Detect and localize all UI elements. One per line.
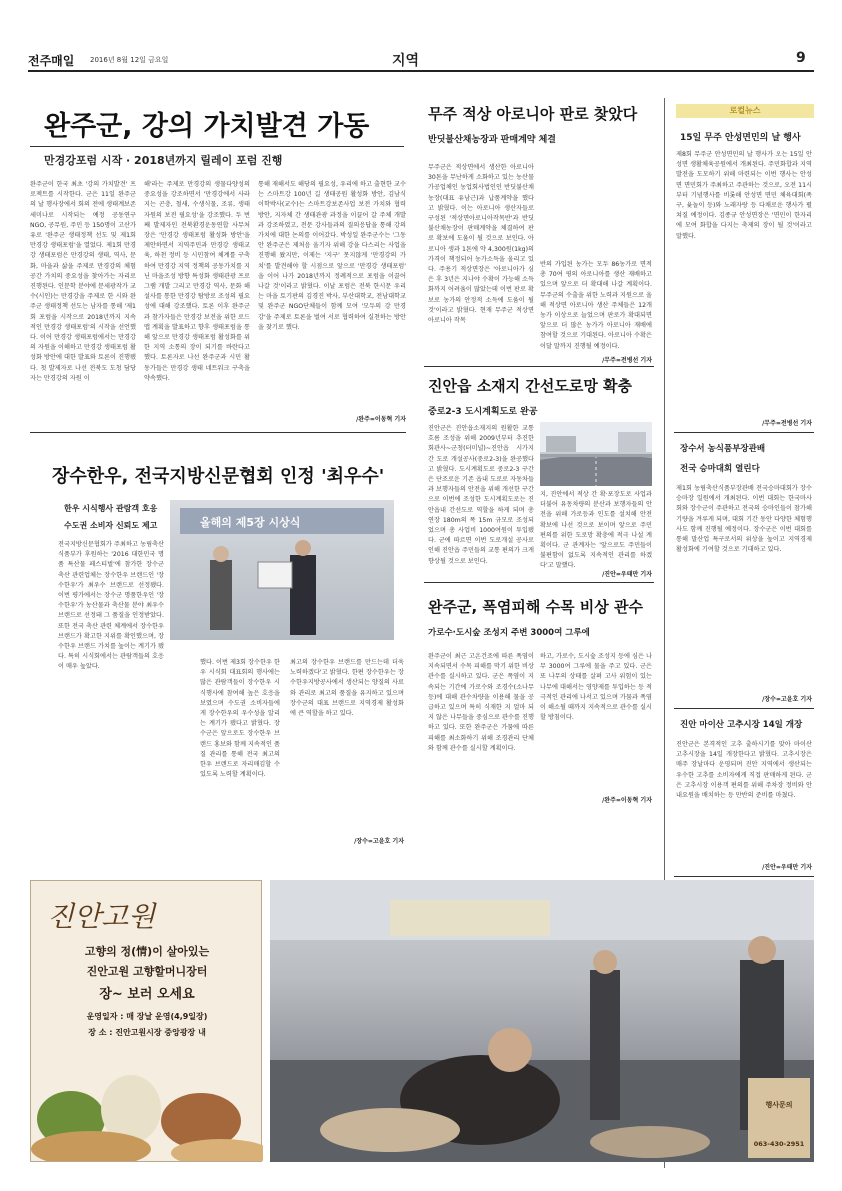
story1-headline: 완주군, 강의 가치발견 가동 bbox=[44, 111, 370, 142]
story2-subtitle: 반딧불산채농장과 판매계약 체결 bbox=[428, 135, 556, 145]
story5-col1: 완주군이 최근 고온건조에 따른 폭염이 지속되면서 수목 피해를 막기 위한 비상 관수를 실시하고 있다. 군은 폭염이 지속되는 기간에 가로수와 조경수(소나무 등)에 대해 관수차량을 이용해 물을 공급하고 있으며 특히 식재한 지 얼마 되지 않은 나무들을 중심으로 관수를 진행하고 있다. 또한 완주군은 가뭄에 따른 피해를 최소화하기 위해 조경관리 단체와 함께 관수를 실시할 계획이다. bbox=[428, 653, 534, 752]
story3-col2: 지, 진안에서 적상 간 확·포장도로 사업과 더불어 유동차량의 분산과 보행자들의 안전을 위해 가로등과 인도를 설치해 안전 확보에 나선 것으로 보이며 앞으로 주민 편의를 위한 도로망 확충에 적극 나설 계획이다. 군 관계자는 '앞으로도 주민들이 불편함이 없도록 지속적인 관리를 하겠다'고 말했다. bbox=[540, 491, 652, 570]
market-info-label: 행사문의 bbox=[765, 1101, 793, 1109]
local-news-banner: 로컬뉴스 bbox=[676, 104, 814, 118]
award-photo bbox=[170, 500, 394, 640]
market-advertisement bbox=[30, 880, 262, 1162]
market-photo bbox=[270, 880, 814, 1162]
story6-rule bbox=[674, 432, 814, 433]
story3-byline: /진안=우태만 기자 bbox=[602, 571, 652, 578]
story7-headline: 장수서 농식품부장관배 bbox=[680, 444, 766, 454]
story1-col2: 해'라는 주제로 만경강의 생물다양성의 중요성을 강조하면서 '만경강에서 사라지는 곤충, 철새, 수생식물, 조류, 생태자원의 보전 필요성'을 강조했다. 두 번째 발제자인 전북환경운동연합 사무처장은 '만경강 생태포럼 활성화 방안'을 제안하면서 지역주민과 만경강 생태교육, 하천 정비 등 시민참여 체계를 구축하여 만경강 지역 정책의 공동가치를 지닌 마을조성 방향 특성화 생태관광 프로그램 개발 그리고 만경강 역사, 문화 해설사를 통한 만경강 탐방로 조성의 필요성에 대해 강조했다. 토론 이후 완주군과 참가자들은 만경강 보전을 위한 로드맵 계획을 발표하고 향후 생태포럼을 통해 앞으로 만경강 생태포럼 활성화를 위한 지역 소통의 장이 되기를 바란다고 했다. 토론자로 나선 완주군과 시민 활동가들은 만경강 생태 네트워크 구축을 약속했다. bbox=[144, 181, 250, 382]
story1-subtitle: 만경강포럼 시작 · 2018년까지 릴레이 포럼 진행 bbox=[44, 154, 283, 167]
story1-byline: /완주=이동혁 기자 bbox=[356, 416, 406, 423]
story5-headline: 완주군, 폭염피해 수목 비상 관수 bbox=[428, 598, 643, 616]
story5-byline: /완주=이동혁 기자 bbox=[602, 797, 652, 804]
ad-line2: 진안고원 고향할머니장터 bbox=[86, 965, 208, 978]
ad-line5: 장 소 : 진안고원시장 중앙광장 내 bbox=[88, 1028, 206, 1037]
story1-col1: 완주군이 한국 최초 '강의 가치발견' 프로젝트를 시작한다. 군은 11일 완주군의 날 행사장에서 회의 전에 생태계보존 세미나로 시작되는 예정 공동연구 NGO, 공무원, 주민 등 150명이 고산가유로 '완주군 생태정책 선도 및 제1회 만경강 생태포럼'을 열었다. 제1회 만경강 생태포럼은 만경강의 생태, 역사, 문화, 마을과 삶을 주제로 만경강의 체험공간 가치의 중요성을 찾아가는 자리로 진행된다. 인문학 분야에 문세광작가 교수(시인)는 만경강을 주제로 한 시와 완주군 생태정책 선도는 남자를 통해 '제1회 포럼을 시작으로 2018년까지 지속적인 만경강 생태포럼'의 시작을 선언했다. 이어 만경강 생태포럼에서는 만경강의 자원을 이해하고 만경강 생태포럼 활성화 방안에 대한 발표와 토론이 진행됐다. 첫 발제자로 나선 전북도 도청 담당자는 만경강의 자원 이 bbox=[30, 181, 136, 382]
road-photo-art bbox=[540, 422, 652, 486]
story6-body: 제8회 무주군 안성면민의 날 행사가 오는 15일 안성면 생활체육공원에서 개최된다. 주민화합과 지역발전을 도모하기 위해 마련되는 이번 행사는 안성면 면민회가 주최하고 주관하는 것으로, 오전 11시부터 기념행사를 비롯해 안성면 면민 체육대회(족구, 윷놀이 등)와 노래자랑 등 다채로운 행사가 펼쳐질 예정이다. 김종규 안성면장은 '면민이 한자리에 모여 화합을 다지는 축제의 장이 될 것'이라고 말했다. bbox=[676, 151, 812, 240]
story2-byline: /무주=전병선 기자 bbox=[602, 357, 652, 364]
story3-subtitle: 중로2-3 도시계획도로 완공 bbox=[428, 407, 538, 417]
story6-byline: /무주=전병선 기자 bbox=[762, 420, 812, 427]
story4-col2: 했다. 이번 제3회 장수한우 한우 시식회 대표회의 행사에는 많은 관람객들이 장수한우 시식행사에 참여해 높은 호응을 보였으며 수도권 소비자들에게 장수한우의 우수성을 알리는 계기가 됐다고 밝혔다. 장수군은 앞으로도 장수한우 브랜드 홍보와 함께 지속적인 품질 관리를 통해 전국 최고의 한우 브랜드로 자리매김할 수 있도록 노력할 계획이다. bbox=[200, 659, 280, 779]
story5-subtitle: 가로수·도시숲 조성지 주변 3000여 그루에 bbox=[428, 628, 590, 638]
story4-headline: 장수한우, 전국지방신문협회 인정 '최우수' bbox=[52, 466, 385, 487]
story3-col1: 진안군은 진안읍소재지의 원활한 교통 흐름 조성을 위해 2009년부터 추진한 회관사~군청(터미널)~진안읍 시가지 간 도로 개설공사(중로2-3)을 완공했다고 밝혔다. 도시계획도로 중로2-3 구간은 단조로운 기존 읍내 도로로 자동차들과 보행자들의 안전을 위해 개선한 구간으로 이번에 조성한 도시계획도로는 진안읍내 간선도로 역할을 하게 되며 총 연장 180m의 폭 15m 규모로 조성되었으며 총 사업비 1000여원이 투입됐다. 군에 따르면 이번 도로개설 공사로 인해 진안읍 주민들의 교통 편의가 크게 향상될 것으로 보인다. bbox=[428, 425, 534, 565]
story1-col3: 통해 재해서도 해당의 필요성, 우리에 하고 출현한 교수는 스마트강 100년 길 생태공원 활성화 방안, 김남식 이학박사(교수)는 스마트강보존사업 보전 가치와 협력방안, 지자체 간 생태관광 과정을 이끌어 갈 주체 개발과 강조하였고, 전문 강사들과의 질의응답을 통해 강의 가치에 대한 논의를 이어갔다. 박성일 완주군수는 '그동안 완주군은 제처음 올기자 위해 강을 다스리는 사업을 진행해 왔지만, 이제는 '지구' 못지않게 '만경강의 가치'를 발견해야 할 시점으로 앞으로 '만경강 생태포럼' 을 이어 나가 2018년까지 정례적으로 포럼을 이끌어 나갈 것'이라고 밝혔다. 이날 포럼은 전북 한시문 우리는 마을 토기판의 김경진 박사, 부산대학교, 전남대학교 및 완주군 NGO단체들이 함께 모여 '모두의 강 만경강'을 주제로 토론을 벌여 서로 협력하여 실천하는 방안을 찾기로 했다. bbox=[258, 181, 406, 331]
page-number: 9 bbox=[796, 50, 806, 66]
story4-byline: /장수=고윤호 기자 bbox=[354, 838, 404, 845]
story2-col1: 무주군은 적상면에서 생산한 아로니아 30톤을 무난하게 소화하고 있는 농산물 가공업체인 농업회사법인인 반딧불산채농장(대표 유남근)과 납품계약을 했다고 밝혔다. 이는 아로니아 생산자들로 구성된 '적상면아로니아작목반'과 반딧불산채농장이 판매계약을 체결하여 판로 확보에 도움이 될 것으로 보인다. 아로니아 생과 1톤에 약 4,300원(1kg)의 가격이 책정되어 농가소득을 올리고 있다. 주용기 적상면장은 '아로니아가 심은 후 3년은 지나야 수확이 가능해 소득화까지 어려움이 많았는데 이번 판로 확보로 농가의 안정적 소득에 도움이 될 것'이라고 밝혔다. 현재 무주군 적상면 아로니아 작목 bbox=[428, 164, 534, 325]
story4-subtitle2: 수도권 소비자 신뢰도 제고 bbox=[64, 521, 158, 530]
story4-subtitle1: 한우 시식행사 관람객 호응 bbox=[64, 504, 158, 513]
market-photo-art bbox=[270, 880, 814, 1162]
market-phone: 063-430-2951 bbox=[753, 1140, 805, 1148]
story8-headline: 진안 마이산 고추시장 14일 개장 bbox=[680, 720, 803, 730]
story8-byline: /진안=우태만 기자 bbox=[762, 864, 812, 871]
story8-body: 진안군은 본격적인 고추 출하시기를 맞아 마이산 고추시장을 14일 개장한다고 밝혔다. 고추시장은 매주 장날마다 운영되며 진안 지역에서 생산되는 우수한 고추를 소비자에게 직접 판매하게 된다. 군은 고추시장 이용객 편의를 위해 주차장 정비와 안내요원을 배치하는 등 만반의 준비를 마쳤다. bbox=[676, 741, 812, 800]
story6-headline: 15일 무주 안성면민의 날 행사 bbox=[680, 133, 801, 143]
header-rule bbox=[28, 70, 814, 72]
award-banner-text: 올해의 제5장 시상식 bbox=[200, 516, 301, 529]
ad-produce-image bbox=[31, 1049, 263, 1161]
ad-line1: 고향의 정(情)이 살아있는 bbox=[84, 945, 210, 958]
story2-col2: 반의 가입된 농가는 모두 86농가로 면적 총 70여 평의 아로니아를 생산 재배하고 있으며 앞으로 더 확대해 나갈 계획이다. 무주군의 수출을 위한 노력과 지원으로 올해 적상면 아로니아 생산 주체들은 12개 농가 이상으로 늘었으며 판로가 확대되면 앞으로 더 많은 농가가 아로니아 재배에 참여할 것으로 기대된다. 아로니아 수확은 이달 말까지 진행될 예정이다. bbox=[540, 261, 652, 350]
story8-rule bbox=[674, 876, 814, 877]
story4-col1: 전국지방신문협회가 주최하고 농림축산식품부가 후원하는 '2016 대한민국 명품 특산물 페스티벌'에 참가한 장수군 축산 관련업체는 장수한우 브랜드인 '장수한우'가 최우수 브랜드로 선정됐다. 이번 평가에서는 장수군 명품한우인 '장수한우'가 농산물과 축산물 분야 최우수 브랜드로 선정돼 그 품질을 인정받았다. 또한 전국 축산 관련 체계에서 장수한우 브랜드가 확고한 지위를 확인했으며, 장수한우 브랜드 가치를 높이는 계기가 됐다. 특히 시식회에서는 관람객들의 호응이 매우 높았다. bbox=[58, 541, 164, 671]
story2-headline: 무주 적상 아로니아 판로 찾았다 bbox=[428, 105, 638, 123]
story4-col3: 최고의 장수한우 브랜드를 만드는데 더욱 노력하겠다'고 밝혔다. 한편 장수한우는 장수한우지방공사에서 생산되는 양질의 사료와 관리로 최고의 품질을 유지하고 있으며 장수군의 대표 브랜드로 지역경제 활성화에 큰 역할을 하고 있다. bbox=[290, 659, 404, 718]
ad-line3: 장~ 보러 오세요 bbox=[99, 987, 195, 1002]
market-info-badge bbox=[748, 1078, 810, 1158]
story5-col2: 하고, 가로수, 도시숲 조성지 등에 심은 나무 3000여 그루에 물을 주고 있다. 군은 또 나무의 상태를 살펴 고사 위험이 있는 나무에 대해서는 영양제를 투입하는 등 적극적인 관리에 나서고 있으며 가뭄과 폭염이 해소될 때까지 지속적으로 관수를 실시할 방침이다. bbox=[540, 653, 652, 722]
story7-byline: /장수=고윤호 기자 bbox=[762, 696, 812, 703]
story1-bottom-rule bbox=[30, 432, 406, 433]
section-name: 지역 bbox=[392, 53, 420, 69]
story7-body: 제1회 농림축산식품부장관배 전국승마대회가 장수승마장 일원에서 개최된다. 이번 대회는 한국마사회와 장수군이 주관하고 전국의 승마인들이 참가해 기량을 겨루게 되며, 대회 기간 동안 다양한 체험행사도 함께 진행될 예정이다. 장수군은 이번 대회를 통해 말산업 특구로서의 위상을 높이고 지역경제 활성화에 기여할 것으로 기대하고 있다. bbox=[676, 485, 812, 554]
ad-line4: 운영일자 : 매 장날 운영(4,9일장) bbox=[86, 1012, 208, 1021]
story3-bottom-rule bbox=[424, 582, 654, 583]
story2-bottom-rule bbox=[424, 366, 654, 367]
story7-rule bbox=[674, 708, 814, 709]
issue-date: 2016년 8월 12일 금요일 bbox=[90, 56, 169, 64]
ad-logo-calligraphy: 진안고원 bbox=[47, 900, 156, 933]
masthead: 전주매일 bbox=[28, 54, 75, 68]
story7-subtitle: 전국 승마대회 열린다 bbox=[680, 464, 760, 474]
story3-headline: 진안읍 소재지 간선도로망 확충 bbox=[428, 377, 633, 395]
road-photo bbox=[540, 422, 652, 486]
story1-rule bbox=[30, 146, 404, 147]
